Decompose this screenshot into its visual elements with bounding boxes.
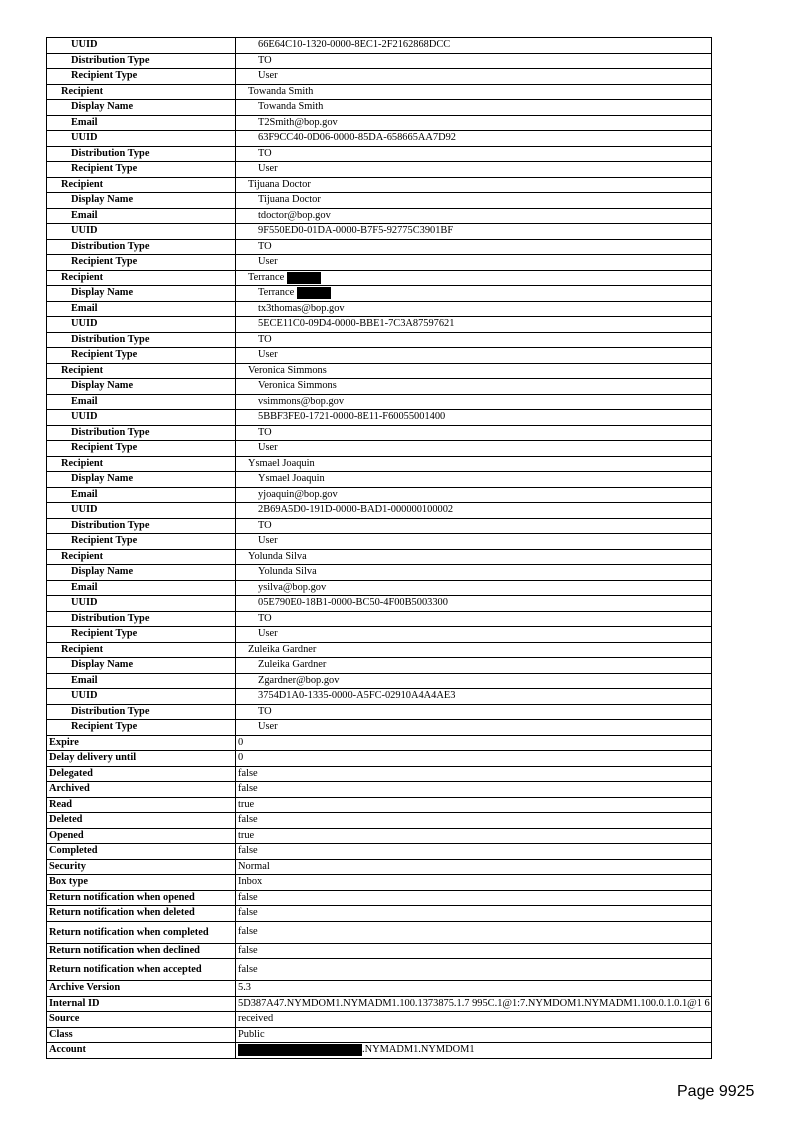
field-value: [236, 627, 712, 643]
field-label: UUID: [47, 503, 236, 519]
table-row: [47, 348, 712, 364]
field-value-text: Terrance: [248, 271, 285, 283]
field-label: Archived: [47, 782, 236, 798]
field-label: Recipient: [47, 84, 236, 100]
table-row: [47, 534, 712, 550]
field-value: [236, 797, 712, 813]
table-row: [47, 611, 712, 627]
redaction-box: [297, 287, 331, 299]
table-row: [47, 193, 712, 209]
table-row: [47, 959, 712, 981]
table-row: [47, 363, 712, 379]
field-value-text: TO: [258, 705, 272, 717]
table-row: [47, 704, 712, 720]
field-value: [236, 751, 712, 767]
table-row: [47, 332, 712, 348]
table-row: [47, 410, 712, 426]
field-label: Recipient: [47, 177, 236, 193]
field-value-text: 9F550ED0-01DA-0000-B7F5-92775C3901BF: [258, 225, 454, 237]
field-label: Recipient Type: [47, 255, 236, 271]
field-value: [236, 177, 712, 193]
field-value: [236, 959, 712, 981]
field-label: Display Name: [47, 379, 236, 395]
field-value: [236, 193, 712, 209]
field-label: Display Name: [47, 658, 236, 674]
redaction-box: [238, 1044, 362, 1056]
table-row: [47, 162, 712, 178]
field-label: Return notification when completed: [47, 921, 236, 943]
field-label: Distribution Type: [47, 425, 236, 441]
field-label: UUID: [47, 410, 236, 426]
field-label: Deleted: [47, 813, 236, 829]
table-row: [47, 673, 712, 689]
field-label: Completed: [47, 844, 236, 860]
field-label: Recipient: [47, 270, 236, 286]
field-value-text: false: [238, 783, 258, 795]
table-row: [47, 53, 712, 69]
field-value-text: 0: [238, 736, 244, 748]
field-value: [236, 782, 712, 798]
field-label: Display Name: [47, 565, 236, 581]
field-value-text: User: [258, 256, 278, 268]
field-value: [236, 735, 712, 751]
field-label: Distribution Type: [47, 332, 236, 348]
table-row: [47, 301, 712, 317]
field-value: [236, 456, 712, 472]
field-label: Recipient: [47, 363, 236, 379]
field-label: Return notification when accepted: [47, 959, 236, 981]
field-value: [236, 394, 712, 410]
field-value: [236, 224, 712, 240]
field-label: Delay delivery until: [47, 751, 236, 767]
table-row: [47, 255, 712, 271]
field-label: Expire: [47, 735, 236, 751]
field-value-text: 5ECE11C0-09D4-0000-BBE1-7C3A87597621: [258, 318, 455, 330]
table-row: [47, 394, 712, 410]
field-value: [236, 441, 712, 457]
field-value: [236, 658, 712, 674]
field-value-text: false: [238, 814, 258, 826]
field-value: [236, 100, 712, 116]
field-label: Class: [47, 1027, 236, 1043]
table-row: [47, 224, 712, 240]
field-label: Account: [47, 1043, 236, 1059]
table-row: [47, 943, 712, 959]
field-label: Opened: [47, 828, 236, 844]
field-value: [236, 921, 712, 943]
field-value-text: User: [258, 535, 278, 547]
field-value-text: Terrance: [258, 287, 295, 299]
field-value: [236, 472, 712, 488]
field-value: [236, 704, 712, 720]
field-label: Recipient Type: [47, 69, 236, 85]
table-row: [47, 270, 712, 286]
field-value-text: TO: [258, 612, 272, 624]
field-label: Recipient: [47, 549, 236, 565]
field-value: [236, 906, 712, 922]
field-label: Email: [47, 115, 236, 131]
field-label: Return notification when declined: [47, 943, 236, 959]
field-value: [236, 208, 712, 224]
field-label: Return notification when deleted: [47, 906, 236, 922]
table-row: [47, 921, 712, 943]
field-label: Display Name: [47, 286, 236, 302]
field-label: Delegated: [47, 766, 236, 782]
field-value-text: 2B69A5D0-191D-0000-BAD1-000000100002: [258, 504, 454, 516]
field-value: [236, 549, 712, 565]
field-value-text: User: [258, 628, 278, 640]
field-label: Distribution Type: [47, 146, 236, 162]
field-label: Email: [47, 487, 236, 503]
table-row: [47, 549, 712, 565]
field-label: Distribution Type: [47, 704, 236, 720]
field-value: [236, 363, 712, 379]
table-row: [47, 84, 712, 100]
field-label: Source: [47, 1012, 236, 1028]
table-row: [47, 996, 712, 1012]
field-value: [236, 255, 712, 271]
table-row: [47, 828, 712, 844]
table-row: [47, 720, 712, 736]
table-row: [47, 518, 712, 534]
table-row: [47, 131, 712, 147]
field-value-text: 05E790E0-18B1-0000-BC50-4F00B5003300: [258, 597, 448, 609]
field-value: [236, 720, 712, 736]
table-row: [47, 735, 712, 751]
table-row: [47, 487, 712, 503]
table-row: [47, 906, 712, 922]
field-label: Email: [47, 208, 236, 224]
field-value-text: Tijuana Doctor: [248, 178, 311, 190]
field-value: [236, 1027, 712, 1043]
field-value-text: Public: [238, 1028, 265, 1040]
table-row: [47, 596, 712, 612]
field-value: [236, 611, 712, 627]
field-value: [236, 131, 712, 147]
field-value: [236, 53, 712, 69]
field-label: Recipient Type: [47, 348, 236, 364]
field-label: Recipient Type: [47, 720, 236, 736]
field-label: Distribution Type: [47, 53, 236, 69]
table-row: [47, 627, 712, 643]
field-value: [236, 270, 712, 286]
field-label: Read: [47, 797, 236, 813]
field-value-text: 63F9CC40-0D06-0000-85DA-658665AA7D92: [258, 132, 456, 144]
table-row: [47, 875, 712, 891]
field-label: Security: [47, 859, 236, 875]
field-value-text: false: [238, 963, 258, 975]
field-value-text: false: [238, 845, 258, 857]
table-row: [47, 441, 712, 457]
field-value-text: tx3thomas@bop.gov: [258, 302, 345, 314]
table-row: [47, 859, 712, 875]
field-value-text: Towanda Smith: [248, 85, 314, 97]
field-value-text: TO: [258, 333, 272, 345]
table-row: [47, 782, 712, 798]
field-value-text: User: [258, 70, 278, 82]
field-value: [236, 859, 712, 875]
field-label: Display Name: [47, 193, 236, 209]
field-value-text: 5D387A47.NYMDOM1.NYMADM1.100.1373875.1.7 995C.1@1:7.NYMDOM1.NYMADM1.100.0.1.0.1@1 6: [238, 997, 710, 1009]
table-row: [47, 286, 712, 302]
field-value-text: true: [238, 798, 255, 810]
table-row: [47, 208, 712, 224]
table-row: [47, 38, 712, 54]
field-value-text: received: [238, 1013, 274, 1025]
field-value-text: 0: [238, 752, 244, 764]
field-value-text: tdoctor@bop.gov: [258, 209, 331, 221]
field-label: Email: [47, 580, 236, 596]
field-value: [236, 410, 712, 426]
table-row: [47, 766, 712, 782]
field-value: [236, 1012, 712, 1028]
field-label: UUID: [47, 689, 236, 705]
table-row: [47, 503, 712, 519]
field-value-text: Tijuana Doctor: [258, 194, 321, 206]
field-label: Recipient Type: [47, 534, 236, 550]
table-row: [47, 658, 712, 674]
field-value-text: TO: [258, 426, 272, 438]
field-label: Recipient: [47, 642, 236, 658]
field-value-text: false: [238, 926, 258, 937]
field-value-text: User: [258, 442, 278, 454]
table-row: [47, 379, 712, 395]
table-row: [47, 472, 712, 488]
field-value-text: TO: [258, 519, 272, 531]
field-value: [236, 534, 712, 550]
field-value-text: false: [238, 907, 258, 919]
field-value: [236, 286, 712, 302]
field-value: [236, 518, 712, 534]
field-value-text: 3754D1A0-1335-0000-A5FC-02910A4A4AE3: [258, 690, 456, 702]
field-value-text: yjoaquin@bop.gov: [258, 488, 338, 500]
field-value: [236, 813, 712, 829]
field-value-text: TO: [258, 147, 272, 159]
field-value: [236, 996, 712, 1012]
field-value-text: 5.3: [238, 982, 251, 994]
field-label: Internal ID: [47, 996, 236, 1012]
table-row: [47, 1027, 712, 1043]
field-value: [236, 162, 712, 178]
table-row: [47, 642, 712, 658]
redaction-box: [287, 272, 321, 284]
field-value-text: Zuleika Gardner: [258, 659, 327, 671]
field-label: Recipient Type: [47, 627, 236, 643]
field-value: [236, 115, 712, 131]
field-value-text: Veronica Simmons: [258, 380, 337, 392]
field-label: Display Name: [47, 472, 236, 488]
field-value-text: 66E64C10-1320-0000-8EC1-2F2162868DCC: [258, 39, 451, 51]
field-value-text: Yolunda Silva: [258, 566, 317, 578]
field-value-text: TO: [258, 240, 272, 252]
field-value: [236, 673, 712, 689]
table-row: [47, 844, 712, 860]
table-row: [47, 813, 712, 829]
field-value-text: true: [238, 829, 255, 841]
field-value: [236, 766, 712, 782]
field-value-text: TO: [258, 54, 272, 66]
field-value: [236, 689, 712, 705]
table-row: [47, 115, 712, 131]
field-value: [236, 84, 712, 100]
table-row: [47, 981, 712, 997]
table-row: [47, 689, 712, 705]
field-value-text: Veronica Simmons: [248, 364, 327, 376]
field-value-text: vsimmons@bop.gov: [258, 395, 345, 407]
field-value: [236, 875, 712, 891]
field-value-text: Normal: [238, 860, 270, 872]
field-value: [236, 425, 712, 441]
table-row: [47, 1043, 712, 1059]
field-value-text: Zuleika Gardner: [248, 643, 317, 655]
field-value-text: User: [258, 721, 278, 733]
field-value: [236, 317, 712, 333]
field-value-text: Ysmael Joaquin: [258, 473, 325, 485]
field-value-text: false: [238, 891, 258, 903]
field-label: Display Name: [47, 100, 236, 116]
field-value-text: User: [258, 349, 278, 361]
field-value: [236, 239, 712, 255]
field-value: [236, 580, 712, 596]
field-value: [236, 642, 712, 658]
table-row: [47, 797, 712, 813]
field-value: [236, 890, 712, 906]
field-label: UUID: [47, 317, 236, 333]
field-label: Distribution Type: [47, 239, 236, 255]
field-label: UUID: [47, 131, 236, 147]
field-value-text: 5BBF3FE0-1721-0000-8E11-F60055001400: [258, 411, 446, 423]
field-label: Email: [47, 394, 236, 410]
table-row: [47, 239, 712, 255]
field-value-text: false: [238, 767, 258, 779]
field-value: [236, 301, 712, 317]
properties-table: [46, 37, 712, 1059]
field-value-text: .NYMADM1.NYMDOM1: [362, 1044, 475, 1056]
table-row: [47, 69, 712, 85]
table-row: [47, 565, 712, 581]
table-row: [47, 456, 712, 472]
field-value-text: Ysmael Joaquin: [248, 457, 315, 469]
field-value: [236, 379, 712, 395]
field-value-text: Yolunda Silva: [248, 550, 307, 562]
field-label: Email: [47, 301, 236, 317]
field-value-text: T2Smith@bop.gov: [258, 116, 338, 128]
field-value-text: Towanda Smith: [258, 101, 324, 113]
field-value: [236, 565, 712, 581]
field-label: Email: [47, 673, 236, 689]
field-label: UUID: [47, 224, 236, 240]
field-value: [236, 332, 712, 348]
field-value: [236, 1043, 712, 1059]
field-value: [236, 844, 712, 860]
table-row: [47, 890, 712, 906]
field-value-text: ysilva@bop.gov: [258, 581, 327, 593]
page-number: Page 9925: [677, 1083, 755, 1100]
field-value-text: Zgardner@bop.gov: [258, 674, 340, 686]
field-label: Distribution Type: [47, 518, 236, 534]
field-value: [236, 348, 712, 364]
table-row: [47, 1012, 712, 1028]
table-row: [47, 177, 712, 193]
field-label: Recipient: [47, 456, 236, 472]
table-row: [47, 751, 712, 767]
field-label: Recipient Type: [47, 162, 236, 178]
field-value-text: Inbox: [238, 876, 263, 888]
table-row: [47, 317, 712, 333]
field-label: Archive Version: [47, 981, 236, 997]
field-label: UUID: [47, 38, 236, 54]
field-label: UUID: [47, 596, 236, 612]
field-label: Box type: [47, 875, 236, 891]
field-value: [236, 38, 712, 54]
field-label: Distribution Type: [47, 611, 236, 627]
table-row: [47, 425, 712, 441]
field-value: [236, 503, 712, 519]
table-row: [47, 100, 712, 116]
table-row: [47, 146, 712, 162]
field-value-text: false: [238, 944, 258, 956]
field-value: [236, 828, 712, 844]
field-value-text: User: [258, 163, 278, 175]
field-value: [236, 69, 712, 85]
field-value: [236, 487, 712, 503]
table-row: [47, 580, 712, 596]
field-value: [236, 596, 712, 612]
field-value: [236, 943, 712, 959]
field-value: [236, 981, 712, 997]
field-value: [236, 146, 712, 162]
field-label: Return notification when opened: [47, 890, 236, 906]
field-label: Recipient Type: [47, 441, 236, 457]
